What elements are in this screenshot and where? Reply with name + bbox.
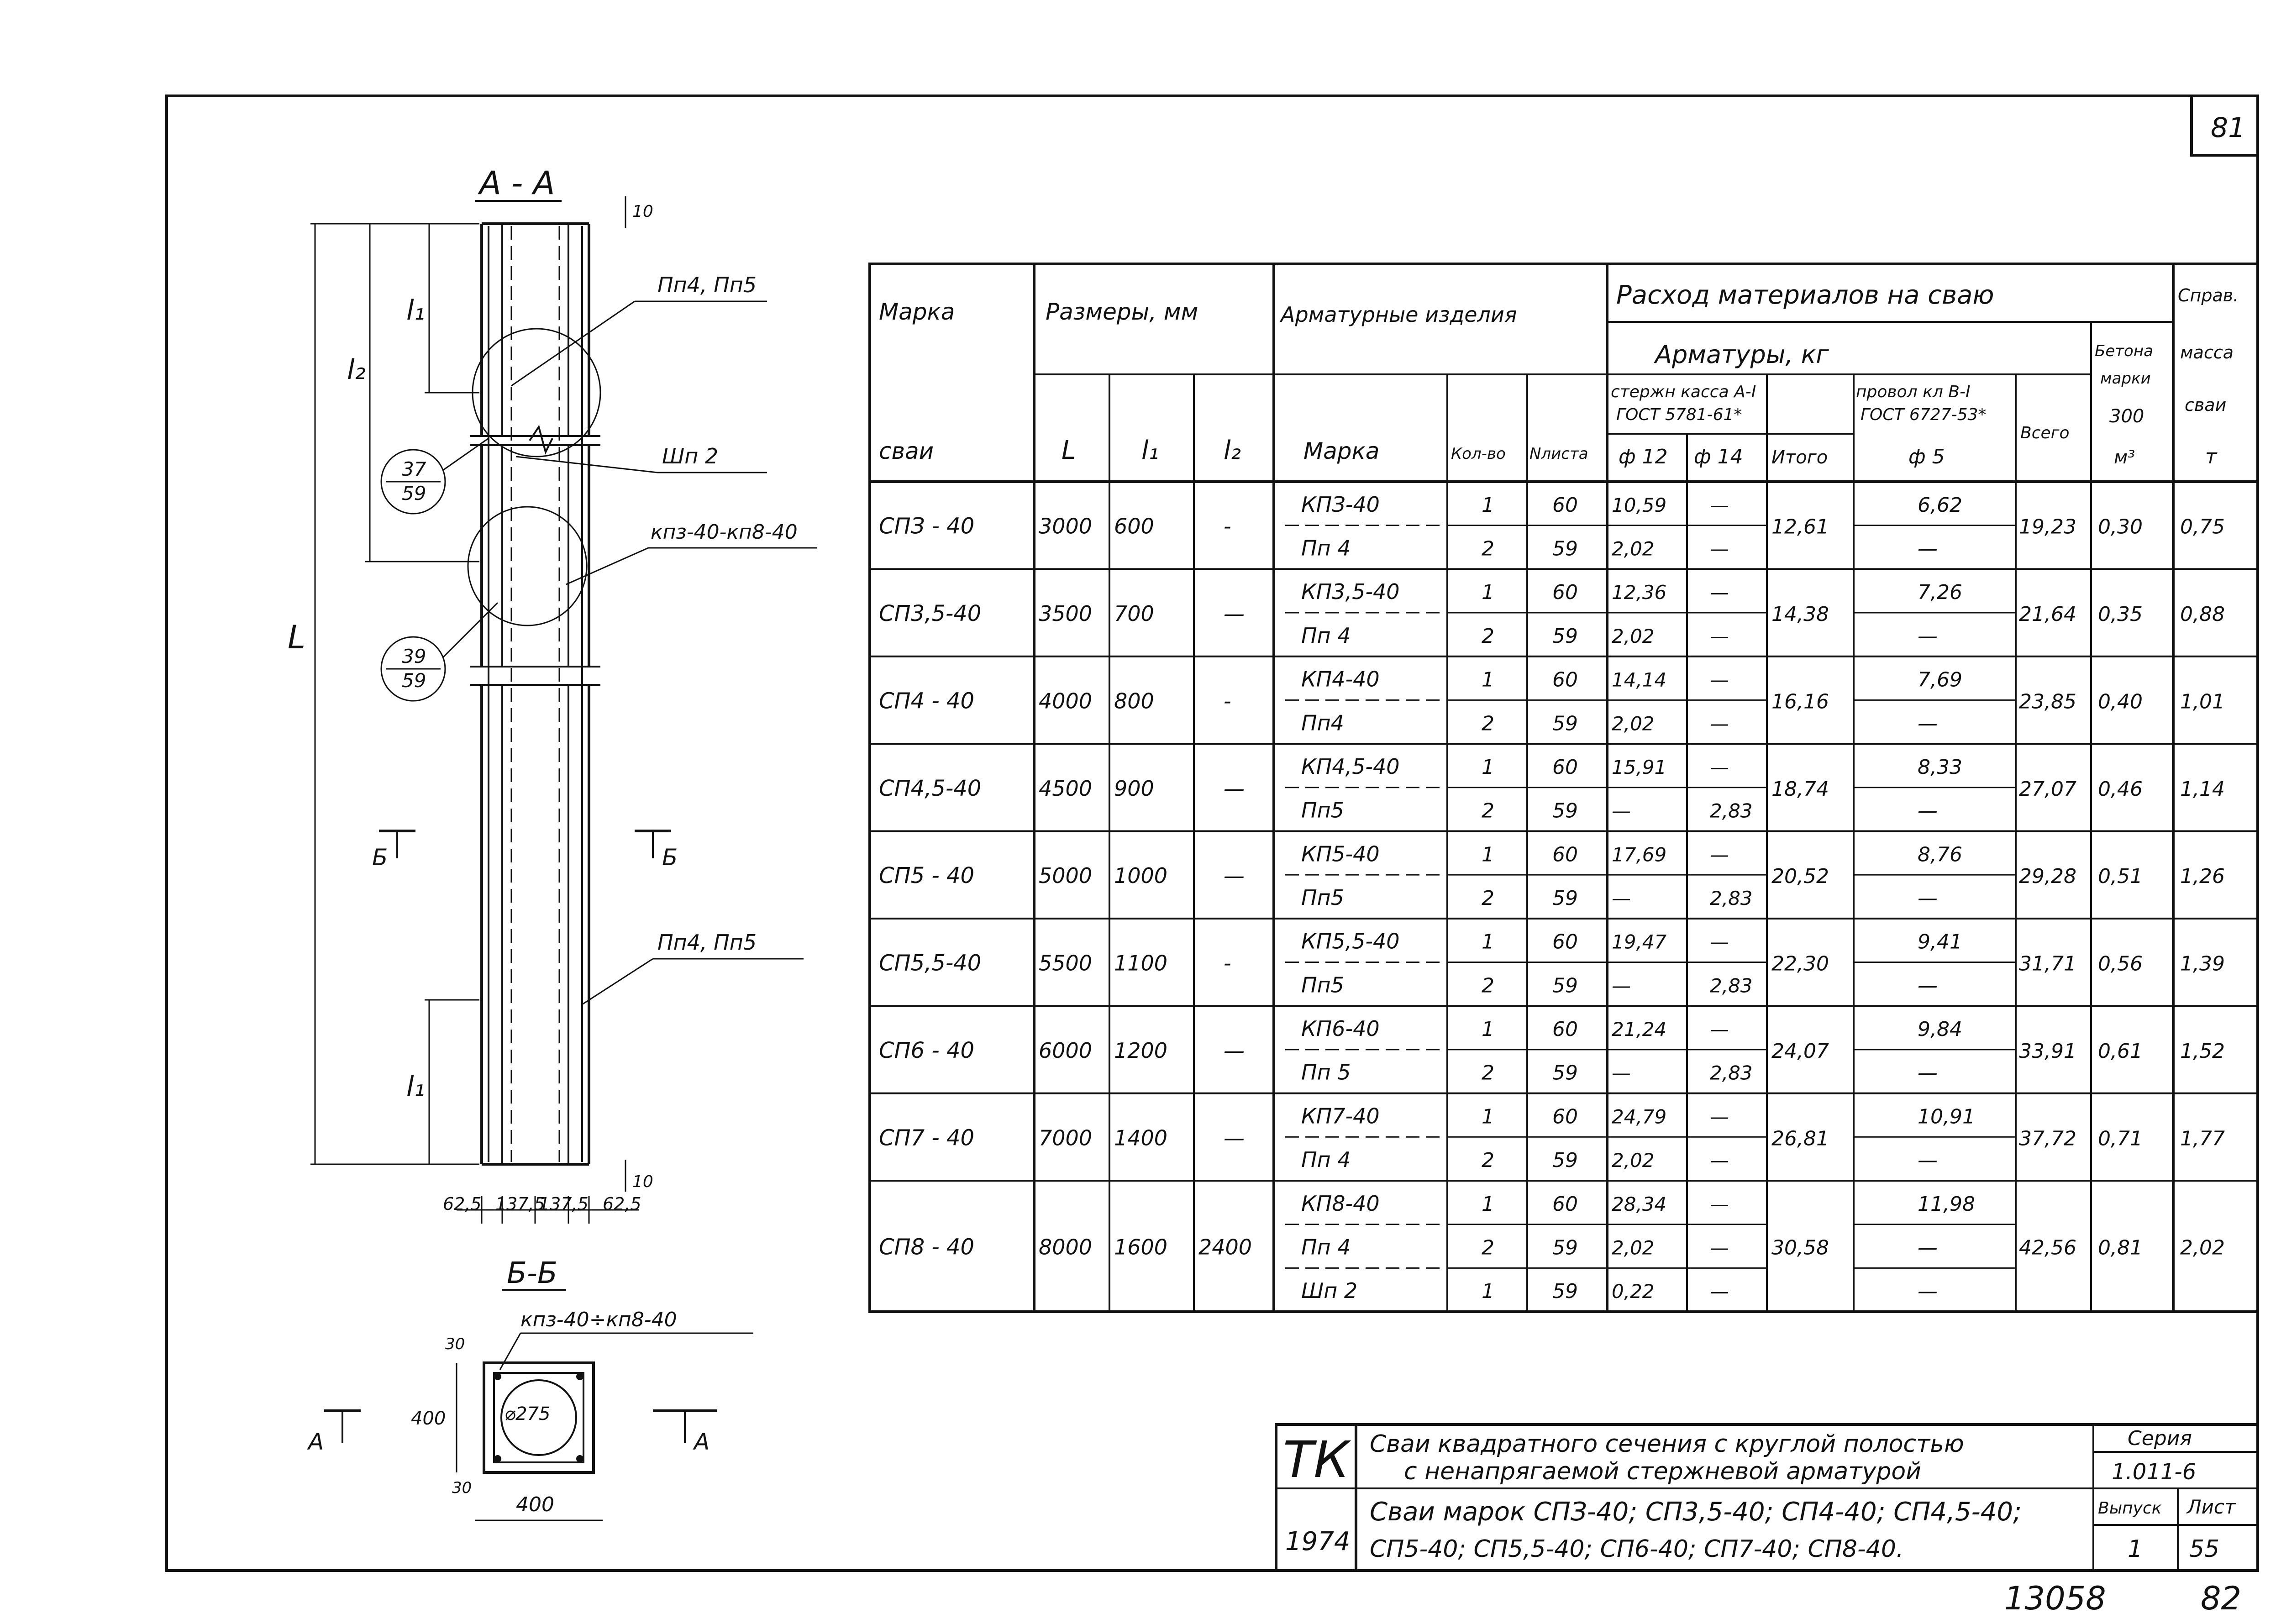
cross-dim-400-bottom: 400 — [516, 1493, 554, 1516]
item-phi14: — — [1710, 625, 1729, 647]
row-l2: 2400 — [1198, 1235, 1252, 1260]
hdr-sprav-4: т — [2205, 445, 2217, 468]
section-bb-drawing — [307, 1256, 753, 1520]
row-l1: 1400 — [1114, 1125, 1168, 1151]
item-phi12: 2,02 — [1612, 1149, 1655, 1172]
item-phi5: 9,84 — [1918, 1018, 1962, 1041]
row-vsego: 33,91 — [2019, 1039, 2076, 1063]
row-massa: 1,14 — [2180, 777, 2225, 801]
row-L: 5000 — [1039, 863, 1093, 888]
bubble-39: 39 — [402, 645, 426, 667]
item-phi14: — — [1710, 1280, 1729, 1303]
item-phi14: 2,83 — [1710, 887, 1753, 909]
item-phi14: — — [1710, 712, 1729, 735]
hdr-razmery: Размеры, мм — [1046, 299, 1198, 325]
item-kol-vo: 1 — [1482, 1192, 1494, 1216]
hdr-l2: l₂ — [1224, 436, 1241, 465]
hdr-provol-2: ГОСТ 6727-53* — [1861, 405, 1987, 424]
row-mark: СПЗ - 40 — [879, 513, 975, 539]
item-phi12: 28,34 — [1612, 1193, 1667, 1215]
row-l2: — — [1224, 601, 1245, 626]
row-l2: — — [1224, 863, 1245, 888]
hdr-betona-3: 300 — [2109, 406, 2144, 427]
row-beton: 0,46 — [2098, 777, 2143, 801]
row-beton: 0,51 — [2098, 865, 2143, 888]
hdr-provol-1: провол кл В-I — [1856, 383, 1971, 401]
row-mark: СП8 - 40 — [879, 1234, 975, 1260]
row-itogo: 24,07 — [1771, 1039, 1829, 1063]
bubble-59-a: 59 — [402, 482, 426, 505]
dim-l2: l₂ — [347, 354, 366, 386]
row-L: 3000 — [1039, 514, 1093, 539]
item-marka: Пп4 — [1301, 710, 1344, 736]
item-marka: КП6-40 — [1301, 1016, 1380, 1041]
item-kol-vo: 2 — [1482, 1236, 1494, 1260]
item-n-lista: 60 — [1552, 755, 1578, 779]
row-vsego: 37,72 — [2019, 1127, 2076, 1151]
hdr-sprav-1: Справ. — [2178, 285, 2239, 305]
item-marka: Пп5 — [1301, 798, 1344, 823]
item-kol-vo: 2 — [1482, 1061, 1494, 1085]
row-massa: 1,52 — [2180, 1039, 2225, 1063]
row-itogo: 12,61 — [1771, 515, 1829, 539]
item-kol-vo: 1 — [1482, 755, 1494, 779]
item-kol-vo: 1 — [1482, 843, 1494, 867]
item-phi5: — — [1918, 1149, 1938, 1172]
item-n-lista: 59 — [1552, 1061, 1578, 1085]
row-l1: 1000 — [1114, 863, 1168, 888]
item-n-lista: 60 — [1552, 1018, 1578, 1041]
hdr-L: L — [1062, 436, 1076, 465]
item-kol-vo: 2 — [1482, 799, 1494, 823]
row-itogo: 18,74 — [1771, 777, 1829, 801]
cross-diameter: ⌀275 — [505, 1403, 551, 1424]
row-beton: 0,81 — [2098, 1236, 2143, 1260]
item-phi14: — — [1710, 930, 1729, 953]
item-marka: Пп5 — [1301, 885, 1344, 910]
hdr-phi5: ф 5 — [1908, 445, 1945, 468]
item-phi14: — — [1710, 668, 1729, 691]
cut-a-left: А — [308, 1429, 324, 1455]
item-phi5: 9,41 — [1918, 930, 1962, 954]
item-marka: КП4,5-40 — [1301, 754, 1400, 779]
dim-l1-top: l₁ — [406, 294, 425, 326]
item-phi14: 2,83 — [1710, 974, 1753, 997]
item-phi14: — — [1710, 1105, 1729, 1128]
hdr-kol-vo: Кол-во — [1451, 445, 1506, 463]
item-marka: Пп 4 — [1301, 1147, 1351, 1172]
item-kol-vo: 2 — [1482, 537, 1494, 561]
row-massa: 1,01 — [2180, 690, 2225, 714]
item-phi12: — — [1612, 887, 1631, 909]
row-massa: 2,02 — [2180, 1236, 2225, 1260]
item-phi5: — — [1918, 1280, 1938, 1303]
hdr-phi12: ф 12 — [1619, 445, 1668, 468]
row-vsego: 19,23 — [2019, 515, 2076, 539]
row-mark: СП4 - 40 — [879, 688, 975, 714]
row-beton: 0,56 — [2098, 952, 2143, 976]
hdr-n-lista: Nлиста — [1529, 445, 1588, 463]
row-massa: 1,39 — [2180, 952, 2225, 976]
row-itogo: 26,81 — [1771, 1127, 1829, 1151]
row-beton: 0,40 — [2098, 690, 2143, 714]
item-phi14: — — [1710, 1149, 1729, 1172]
item-n-lista: 59 — [1552, 974, 1578, 998]
dim-l1-bottom: l₁ — [406, 1071, 425, 1103]
row-l2: - — [1224, 951, 1231, 976]
cut-b-right: Б — [662, 844, 678, 871]
section-aa-drawing — [288, 164, 817, 1224]
item-phi5: — — [1918, 799, 1938, 823]
row-L: 3500 — [1039, 601, 1093, 626]
row-beton: 0,61 — [2098, 1039, 2143, 1063]
dim-10-bottom: 10 — [632, 1172, 653, 1191]
item-n-lista: 59 — [1552, 537, 1578, 561]
item-phi14: 2,83 — [1710, 799, 1753, 822]
item-phi14: — — [1710, 756, 1729, 778]
callout-kp-range: кпз-40-кп8-40 — [651, 520, 798, 544]
cross-dim-30-bottom: 30 — [452, 1479, 472, 1497]
vypusk-label: Выпуск — [2098, 1499, 2162, 1518]
row-itogo: 14,38 — [1771, 603, 1829, 626]
page-number: 81 — [2211, 112, 2246, 144]
item-n-lista: 59 — [1552, 1236, 1578, 1260]
row-L: 5500 — [1039, 951, 1093, 976]
row-vsego: 21,64 — [2019, 603, 2076, 626]
row-L: 7000 — [1039, 1125, 1093, 1151]
title-logo: ТК — [1283, 1430, 1350, 1489]
callout-pp4-pp5-top: Пп4, Пп5 — [657, 273, 757, 297]
item-marka: Шп 2 — [1301, 1278, 1358, 1303]
item-n-lista: 59 — [1552, 799, 1578, 823]
item-phi5: — — [1918, 712, 1938, 736]
item-marka: КПЗ-40 — [1301, 492, 1380, 517]
row-l1: 600 — [1114, 514, 1154, 539]
sheet-line1: Сваи марок СПЗ-40; СП3,5-40; СП4-40; СП4,5-40; — [1370, 1497, 2022, 1527]
row-vsego: 23,85 — [2019, 690, 2076, 714]
item-phi12: 12,36 — [1612, 581, 1667, 604]
dim-137-5-left: 137,5 — [495, 1194, 545, 1214]
item-kol-vo: 1 — [1482, 1105, 1494, 1129]
item-phi5: 11,98 — [1918, 1192, 1975, 1216]
row-L: 8000 — [1039, 1235, 1093, 1260]
row-beton: 0,71 — [2098, 1127, 2143, 1151]
row-vsego: 29,28 — [2019, 865, 2076, 888]
item-marka: Пп 4 — [1301, 623, 1351, 648]
dim-137-5-right: 137,5 — [539, 1194, 589, 1214]
item-phi5: — — [1918, 974, 1938, 998]
item-marka: КП3,5-40 — [1301, 579, 1400, 604]
item-marka: КП4-40 — [1301, 667, 1380, 692]
item-phi5: 6,62 — [1918, 493, 1962, 517]
seriya-label: Серия — [2128, 1427, 2192, 1450]
item-marka: КП5-40 — [1301, 841, 1380, 867]
hdr-betona-2: марки — [2100, 369, 2151, 388]
row-l2: — — [1224, 1038, 1245, 1063]
item-n-lista: 59 — [1552, 1149, 1578, 1172]
item-phi12: 2,02 — [1612, 625, 1655, 647]
item-phi12: — — [1612, 799, 1631, 822]
item-kol-vo: 2 — [1482, 974, 1494, 998]
row-beton: 0,35 — [2098, 603, 2143, 626]
cut-b-left: Б — [372, 844, 388, 871]
item-phi14: 2,83 — [1710, 1062, 1753, 1084]
row-massa: 1,26 — [2180, 865, 2225, 888]
hdr-marka-sub: Марка — [1303, 438, 1380, 464]
item-phi12: — — [1612, 974, 1631, 997]
item-phi12: 2,02 — [1612, 1236, 1655, 1259]
item-phi12: 0,22 — [1612, 1280, 1655, 1303]
hdr-sprav-2: масса — [2180, 342, 2234, 363]
row-massa: 0,75 — [2180, 515, 2225, 539]
item-n-lista: 60 — [1552, 1192, 1578, 1216]
item-phi12: 21,24 — [1612, 1018, 1667, 1041]
cross-dim-30-top: 30 — [445, 1335, 465, 1353]
row-itogo: 20,52 — [1771, 865, 1829, 888]
item-phi5: 7,69 — [1918, 668, 1962, 692]
hdr-sterzhn-2: ГОСТ 5781-61* — [1616, 405, 1742, 424]
list-value: 55 — [2189, 1535, 2220, 1563]
vypusk-value: 1 — [2128, 1535, 2143, 1563]
item-marka: КП8-40 — [1301, 1191, 1380, 1216]
item-phi12: 14,14 — [1612, 668, 1667, 691]
item-phi12: 2,02 — [1612, 537, 1655, 560]
item-n-lista: 60 — [1552, 930, 1578, 954]
item-phi5: — — [1918, 1236, 1938, 1260]
callout-shp2: Шп 2 — [662, 444, 719, 468]
row-vsego: 42,56 — [2019, 1236, 2076, 1260]
row-itogo: 16,16 — [1771, 690, 1829, 714]
row-vsego: 31,71 — [2019, 952, 2076, 976]
item-phi5: — — [1918, 1061, 1938, 1085]
row-L: 6000 — [1039, 1038, 1093, 1063]
row-l2: — — [1224, 776, 1245, 801]
row-l1: 1200 — [1114, 1038, 1168, 1063]
row-l1: 800 — [1114, 688, 1154, 714]
row-l1: 900 — [1114, 776, 1154, 801]
title-line1: Сваи квадратного сечения с круглой полостью — [1370, 1430, 1964, 1458]
row-mark: СП7 - 40 — [879, 1125, 975, 1151]
item-phi12: 2,02 — [1612, 712, 1655, 735]
row-l2: — — [1224, 1125, 1245, 1151]
item-n-lista: 59 — [1552, 624, 1578, 648]
item-phi12: 19,47 — [1612, 930, 1667, 953]
callout-pp4-pp5-bottom: Пп4, Пп5 — [657, 930, 757, 955]
bubble-37: 37 — [402, 458, 426, 480]
hdr-marka: Марка — [879, 299, 955, 325]
item-n-lista: 59 — [1552, 1280, 1578, 1303]
item-kol-vo: 2 — [1482, 1149, 1494, 1172]
item-phi12: 15,91 — [1612, 756, 1667, 778]
bubble-59-b: 59 — [402, 669, 426, 692]
hdr-vsego: Всего — [2020, 424, 2070, 442]
item-phi5: — — [1918, 537, 1938, 561]
row-massa: 1,77 — [2180, 1127, 2225, 1151]
row-massa: 0,88 — [2180, 603, 2225, 626]
row-vsego: 27,07 — [2019, 777, 2076, 801]
item-marka: Пп5 — [1301, 972, 1344, 998]
item-n-lista: 60 — [1552, 843, 1578, 867]
item-n-lista: 59 — [1552, 887, 1578, 910]
item-n-lista: 60 — [1552, 581, 1578, 604]
item-phi12: — — [1612, 1062, 1631, 1084]
item-phi12: 24,79 — [1612, 1105, 1667, 1128]
item-n-lista: 60 — [1552, 1105, 1578, 1129]
item-phi5: 8,76 — [1918, 843, 1962, 867]
section-aa-title: А - А — [479, 164, 555, 202]
item-phi5: 7,26 — [1918, 581, 1962, 604]
item-phi14: — — [1710, 1018, 1729, 1041]
cut-a-right: А — [694, 1429, 710, 1455]
item-marka: КП5,5-40 — [1301, 929, 1400, 954]
item-marka: КП7-40 — [1301, 1104, 1380, 1129]
dim-10-top: 10 — [632, 202, 653, 221]
item-kol-vo: 1 — [1482, 1280, 1494, 1303]
item-phi14: — — [1710, 581, 1729, 604]
row-mark: СП4,5-40 — [879, 775, 982, 801]
item-phi12: 10,59 — [1612, 494, 1667, 516]
item-phi14: — — [1710, 1193, 1729, 1215]
item-phi14: — — [1710, 537, 1729, 560]
row-l2: - — [1224, 688, 1231, 714]
archive-page: 82 — [2201, 1580, 2242, 1617]
item-n-lista: 60 — [1552, 668, 1578, 692]
archive-number: 13058 — [2004, 1580, 2106, 1617]
item-phi14: — — [1710, 1236, 1729, 1259]
item-n-lista: 59 — [1552, 712, 1578, 736]
row-mark: СП3,5-40 — [879, 601, 982, 627]
cross-section-callout: кпз-40÷кп8-40 — [520, 1308, 677, 1331]
row-L: 4500 — [1039, 776, 1093, 801]
hdr-sprav-3: сваи — [2185, 395, 2227, 415]
dim-62-5-left: 62,5 — [443, 1194, 482, 1214]
item-kol-vo: 1 — [1482, 581, 1494, 604]
title-year: 1974 — [1285, 1527, 1351, 1556]
title-line2: с ненапрягаемой стержневой арматурой — [1404, 1458, 1921, 1485]
section-bb-title: Б-Б — [507, 1256, 557, 1290]
dim-62-5-right: 62,5 — [603, 1194, 641, 1214]
hdr-armatur-izdeliya: Арматурные изделия — [1281, 302, 1517, 327]
item-n-lista: 60 — [1552, 493, 1578, 517]
row-mark: СП6 - 40 — [879, 1037, 975, 1063]
title-block — [1276, 1424, 2258, 1571]
cross-dim-400-side: 400 — [411, 1408, 446, 1429]
item-phi5: 8,33 — [1918, 755, 1962, 779]
item-marka: Пп 4 — [1301, 536, 1351, 561]
materials-table — [870, 264, 2258, 1312]
item-phi12: 17,69 — [1612, 843, 1667, 866]
hdr-itogo: Итого — [1771, 447, 1828, 468]
item-kol-vo: 2 — [1482, 712, 1494, 736]
row-itogo: 30,58 — [1771, 1236, 1829, 1260]
item-kol-vo: 1 — [1482, 668, 1494, 692]
item-phi14: — — [1710, 494, 1729, 516]
item-kol-vo: 2 — [1482, 624, 1494, 648]
item-kol-vo: 2 — [1482, 887, 1494, 910]
hdr-sterzhn-1: стержн касса А-I — [1611, 383, 1756, 401]
hdr-svai: сваи — [879, 438, 934, 464]
row-l1: 1600 — [1114, 1235, 1168, 1260]
row-l1: 1100 — [1114, 951, 1168, 976]
hdr-l1: l₁ — [1141, 436, 1159, 465]
item-kol-vo: 1 — [1482, 1018, 1494, 1041]
hdr-armatury-kg: Арматуры, кг — [1655, 340, 1829, 369]
hdr-betona-4: м³ — [2114, 447, 2135, 468]
row-itogo: 22,30 — [1771, 952, 1829, 976]
row-l2: - — [1224, 514, 1231, 539]
item-kol-vo: 1 — [1482, 493, 1494, 517]
row-beton: 0,30 — [2098, 515, 2143, 539]
dim-L: L — [288, 619, 305, 656]
item-phi5: — — [1918, 887, 1938, 910]
row-L: 4000 — [1039, 688, 1093, 714]
hdr-betona-1: Бетона — [2095, 342, 2153, 360]
hdr-phi14: ф 14 — [1694, 445, 1743, 468]
list-label: Лист — [2187, 1496, 2236, 1518]
row-mark: СП5,5-40 — [879, 950, 982, 976]
item-kol-vo: 1 — [1482, 930, 1494, 954]
row-mark: СП5 - 40 — [879, 863, 975, 889]
item-marka: Пп 4 — [1301, 1235, 1351, 1260]
item-marka: Пп 5 — [1301, 1060, 1351, 1085]
seriya-value: 1.011-6 — [2112, 1459, 2197, 1485]
hdr-rashod: Расход материалов на сваю — [1616, 280, 1994, 310]
item-phi14: — — [1710, 843, 1729, 866]
item-phi5: 10,91 — [1918, 1105, 1975, 1129]
table-rows — [870, 492, 2258, 1303]
item-phi5: — — [1918, 624, 1938, 648]
row-l1: 700 — [1114, 601, 1154, 626]
sheet-line2: СП5-40; СП5,5-40; СП6-40; СП7-40; СП8-40. — [1370, 1535, 1904, 1563]
